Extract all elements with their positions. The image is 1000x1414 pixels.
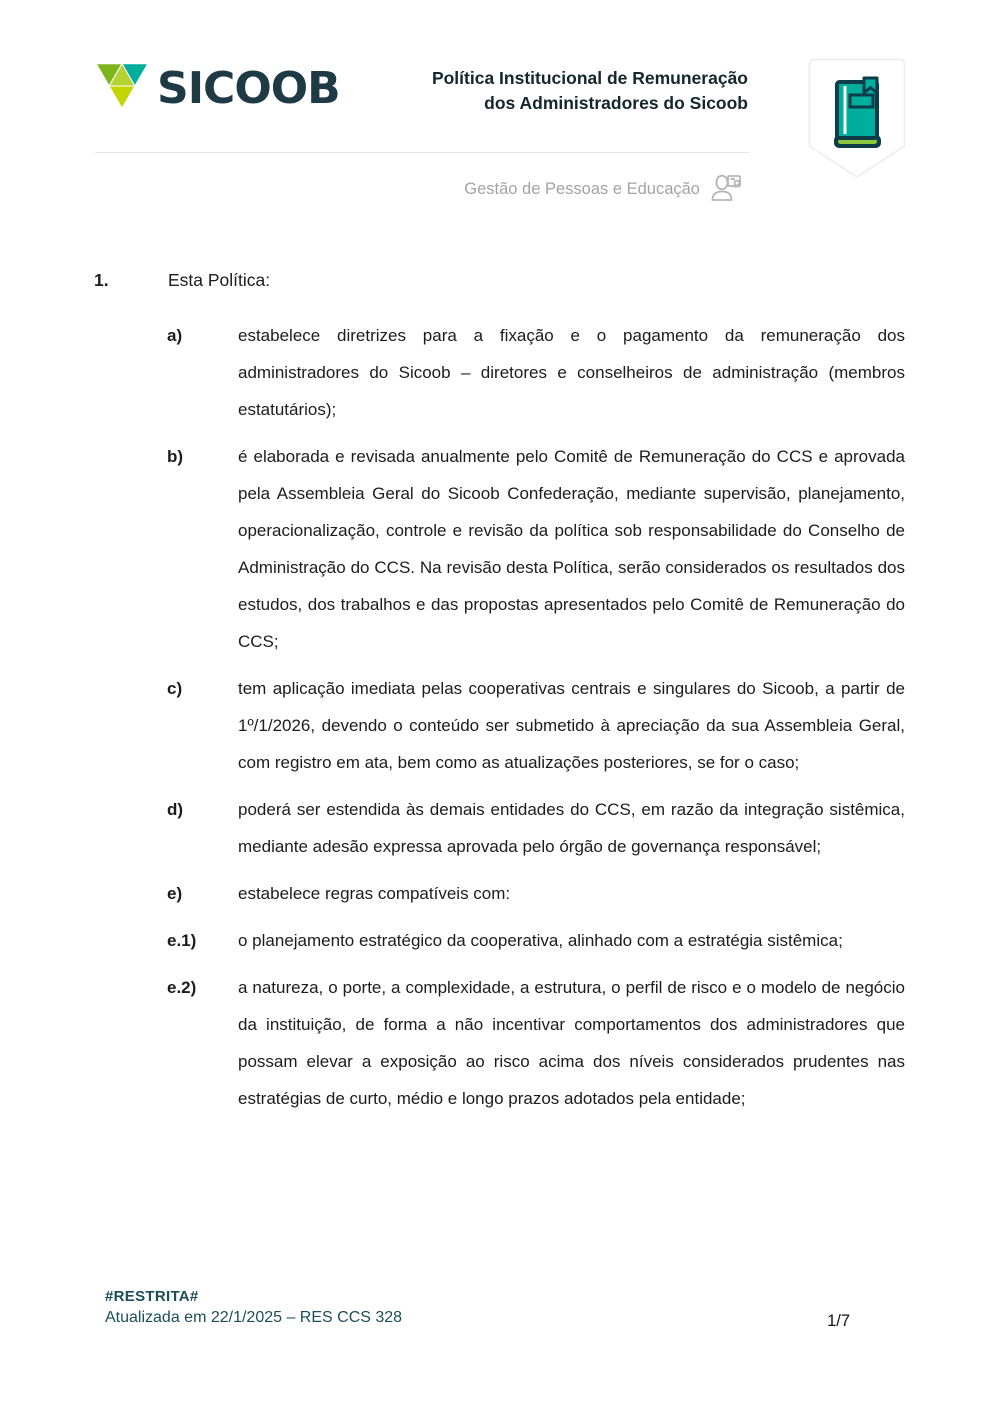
header-divider — [95, 152, 749, 153]
policy-item — [167, 922, 905, 959]
item-label: d) — [167, 800, 184, 819]
item-label: e) — [167, 884, 183, 903]
document-body — [94, 262, 905, 1127]
item-text: estabelece regras compatíveis com: — [238, 884, 511, 903]
department-row — [262, 172, 742, 207]
section-number: 1. — [94, 270, 109, 290]
sicoob-triangles-icon — [95, 62, 149, 115]
item-text: poderá ser estendida às demais entidades do CCS, em razão da integração sistêmica, mediante adesão expressa aprovada pelo órgão de governança responsável; — [238, 800, 905, 856]
page-header — [0, 0, 1000, 230]
department-label: Gestão de Pessoas e Educação — [464, 180, 700, 198]
item-label: c) — [167, 679, 183, 698]
item-label: e.1) — [167, 931, 197, 950]
policy-item — [167, 670, 905, 781]
book-badge — [808, 58, 906, 185]
page-number: 1/7 — [827, 1312, 850, 1330]
item-label: a) — [167, 326, 183, 345]
item-text: tem aplicação imediata pelas cooperativas centrais e singulares do Sicoob, a partir de 1º/1/2026, devendo o conteúdo ser submetido à apreciação da sua Assembleia Geral, com registro em ata, bem como as atualizações posteriores, se for o caso; — [238, 679, 905, 772]
policy-item — [167, 791, 905, 865]
policy-item — [167, 969, 905, 1117]
policy-items — [167, 317, 905, 1117]
policy-item — [167, 438, 905, 660]
item-text: estabelece diretrizes para a fixação e o pagamento da remuneração dos administradores do Sicoob – diretores e conselheiros de administração (membros estatutários); — [238, 326, 905, 419]
book-icon — [834, 78, 881, 148]
section-heading — [94, 262, 905, 299]
sicoob-logo — [95, 62, 340, 115]
item-text: é elaborada e revisada anualmente pelo Comitê de Remuneração do CCS e aprovada pela Assembleia Geral do Sicoob Confederação, mediante supervisão, planejamento, operacionalização, controle e revisão da política sob responsabilidade do Conselho de Administração do CCS. Na revisão desta Política, serão considerados os resultados dos estudos, dos trabalhos e das propostas apresentados pelo Comitê de Remuneração do CCS; — [238, 447, 905, 651]
classification-label: #RESTRITA# — [105, 1288, 199, 1305]
item-text: a natureza, o porte, a complexidade, a estrutura, o perfil de risco e o modelo de negócio da instituição, de forma a não incentivar comportamentos dos administradores que possam elevar a exposição ao risco acima dos níveis considerados prudentes nas estratégias de curto, médio e longo prazos adotados pela entidade; — [238, 978, 905, 1108]
document-title-line1: Política Institucional de Remuneração — [431, 68, 748, 88]
section-title: Esta Política: — [168, 270, 271, 290]
person-certificate-icon — [710, 172, 742, 207]
page-footer — [105, 1288, 905, 1330]
document-title-line2: dos Administradores do Sicoob — [484, 93, 748, 113]
updated-label: Atualizada em 22/1/2025 – RES CCS 328 — [105, 1309, 403, 1326]
policy-item — [167, 875, 905, 912]
document-title — [328, 66, 748, 116]
policy-item — [167, 317, 905, 428]
item-label: e.2) — [167, 978, 197, 997]
logo-wordmark: SICOOB — [157, 62, 340, 114]
item-label: b) — [167, 447, 184, 466]
item-text: o planejamento estratégico da cooperativa, alinhado com a estratégia sistêmica; — [238, 931, 843, 950]
